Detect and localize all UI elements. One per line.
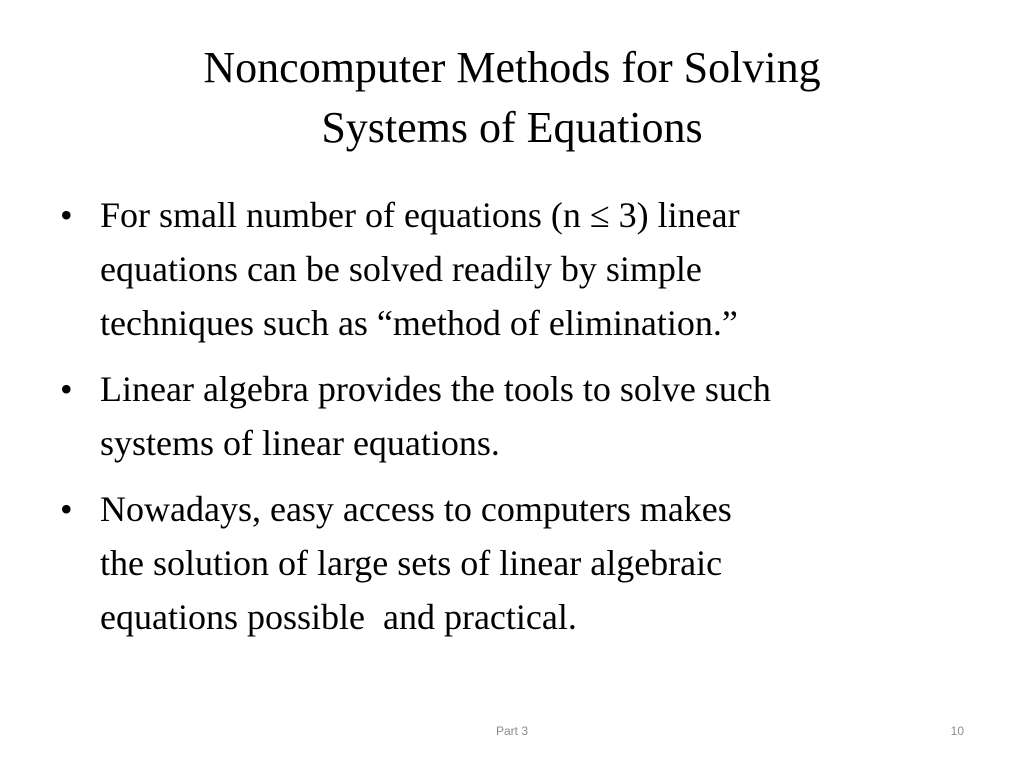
bullet-text-line: Nowadays, easy access to computers makes — [100, 489, 732, 529]
bullet-text-line: For small number of equations (n ≤ 3) linear — [100, 195, 740, 235]
bullet-text-line: Linear algebra provides the tools to solve such — [100, 369, 771, 409]
bullet-item — [56, 188, 966, 350]
slide-title — [80, 38, 944, 158]
bullet-text-line: the solution of large sets of linear algebraic — [100, 543, 723, 583]
bullet-icon: • — [60, 489, 73, 529]
bullet-list — [56, 188, 966, 656]
footer-text: Part 3 — [495, 724, 528, 738]
bullet-text-line: systems of linear equations. — [100, 423, 500, 463]
slide-number: 10 — [950, 724, 964, 738]
bullet-text-line: equations possible and practical. — [100, 597, 577, 637]
bullet-text-line: techniques such as “method of elimination.” — [100, 303, 738, 343]
bullet-item — [56, 482, 966, 644]
bullet-text-line: equations can be solved readily by simple — [100, 249, 702, 289]
bullet-icon: • — [60, 195, 73, 235]
slide-title-line: Systems of Equations — [321, 103, 703, 152]
bullet-item — [56, 362, 966, 470]
bullet-icon: • — [60, 369, 73, 409]
slide-title-line: Noncomputer Methods for Solving — [203, 43, 821, 92]
